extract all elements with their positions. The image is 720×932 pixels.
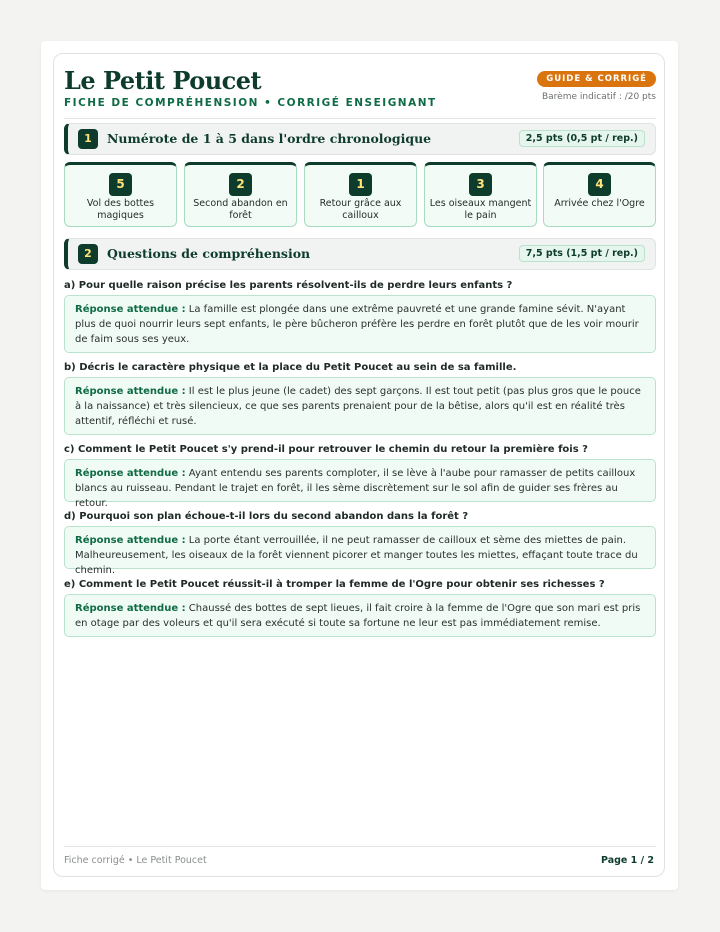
chronology-number: 2 (229, 173, 252, 196)
answer-text: Chaussé des bottes de sept lieues, il fait croire à la femme de l'Ogre que son mari est pris en otage par des voleurs et qu'il sera exécuté si toute sa fortune ne leur est pas immédiatement remise. (75, 603, 641, 629)
chronology-label: Retour grâce aux cailloux (319, 198, 402, 221)
section-1-title: Numérote de 1 à 5 dans l'ordre chronologique (107, 131, 432, 146)
footer-document-name: Fiche corrigé • Le Petit Poucet (64, 855, 207, 866)
page-title: Le Petit Poucet (64, 66, 262, 95)
chronology-card (64, 162, 177, 227)
answer-box (64, 459, 656, 509)
page-subtitle: FICHE DE COMPRÉHENSION • CORRIGÉ ENSEIGNANT (64, 97, 437, 109)
chronology-card (304, 162, 417, 227)
chronology-label: Les oiseaux mangent le pain (429, 198, 532, 221)
chronology-row (64, 162, 656, 227)
page-number: Page 1 / 2 (601, 855, 654, 866)
answer-label: Réponse attendue : (75, 468, 186, 479)
answer-box (64, 295, 656, 353)
section-2-title: Questions de compréhension (107, 246, 311, 261)
section-2-header (64, 238, 656, 270)
section-1-number: 1 (78, 129, 98, 149)
answer-label: Réponse attendue : (75, 603, 186, 614)
section-1-header (64, 123, 656, 155)
chronology-label: Second abandon en forêt (193, 198, 288, 221)
chronology-number: 5 (109, 173, 132, 196)
question-text: c) Comment le Petit Poucet s'y prend-il pour retrouver le chemin du retour la première fois ? (64, 444, 588, 455)
grading-scale: Barème indicatif : /20 pts (541, 92, 656, 102)
chronology-label: Vol des bottes magiques (86, 198, 155, 221)
question-text: b) Décris le caractère physique et la place du Petit Poucet au sein de sa famille. (64, 362, 517, 373)
section-2-number: 2 (78, 244, 98, 264)
chronology-number: 3 (469, 173, 492, 196)
chronology-card (543, 162, 656, 227)
section-1-points: 2,5 pts (0,5 pt / rep.) (519, 130, 645, 147)
answer-text: La porte étant verrouillée, il ne peut ramasser de cailloux et sème des miettes de pain. Malheureusement, les oiseaux de la forêt viennent picorer et manger toutes les miettes, effaçant toute trace du chemin. (75, 535, 638, 576)
answer-label: Réponse attendue : (75, 304, 186, 315)
chronology-card (424, 162, 537, 227)
footer-divider (64, 846, 656, 847)
answer-label: Réponse attendue : (75, 535, 186, 546)
worksheet (53, 53, 665, 877)
answer-text: La famille est plongée dans une extrême pauvreté et une grande famine sévit. N'ayant plus de quoi nourrir leurs sept enfants, le père bûcheron préfère les perdre en forêt plutôt que de les voir mourir de faim sous ses yeux. (75, 304, 639, 345)
chronology-label: Arrivée chez l'Ogre (554, 198, 645, 209)
header (64, 66, 656, 112)
question-text: a) Pour quelle raison précise les parents résolvent-ils de perdre leurs enfants ? (64, 280, 513, 291)
answer-box (64, 526, 656, 576)
question-text: e) Comment le Petit Poucet réussit-il à tromper la femme de l'Ogre pour obtenir ses richesses ? (64, 579, 605, 590)
chronology-number: 1 (349, 173, 372, 196)
chronology-number: 4 (588, 173, 611, 196)
answer-box (64, 594, 656, 637)
guide-badge: GUIDE & CORRIGÉ (537, 71, 656, 87)
chronology-card (184, 162, 297, 227)
answer-text: Ayant entendu ses parents comploter, il se lève à l'aube pour ramasser de petits cailloux blancs au ruisseau. Pendant le trajet en forêt, il les sème discrètement sur le sol afin de guider ses frères au retour. (75, 468, 636, 509)
page (41, 41, 678, 890)
section-2-points: 7,5 pts (1,5 pt / rep.) (519, 245, 645, 262)
header-divider (64, 118, 656, 119)
answer-label: Réponse attendue : (75, 386, 186, 397)
answer-box (64, 377, 656, 435)
answer-text: Il est le plus jeune (le cadet) des sept garçons. Il est tout petit (pas plus gros que le pouce à la naissance) et très silencieux, ce que ses parents prenaient pour de la bêtise, alors qu'il est en réalité très attentif, réfléchi et rusé. (75, 386, 641, 427)
question-text: d) Pourquoi son plan échoue-t-il lors du second abandon dans la forêt ? (64, 511, 469, 522)
